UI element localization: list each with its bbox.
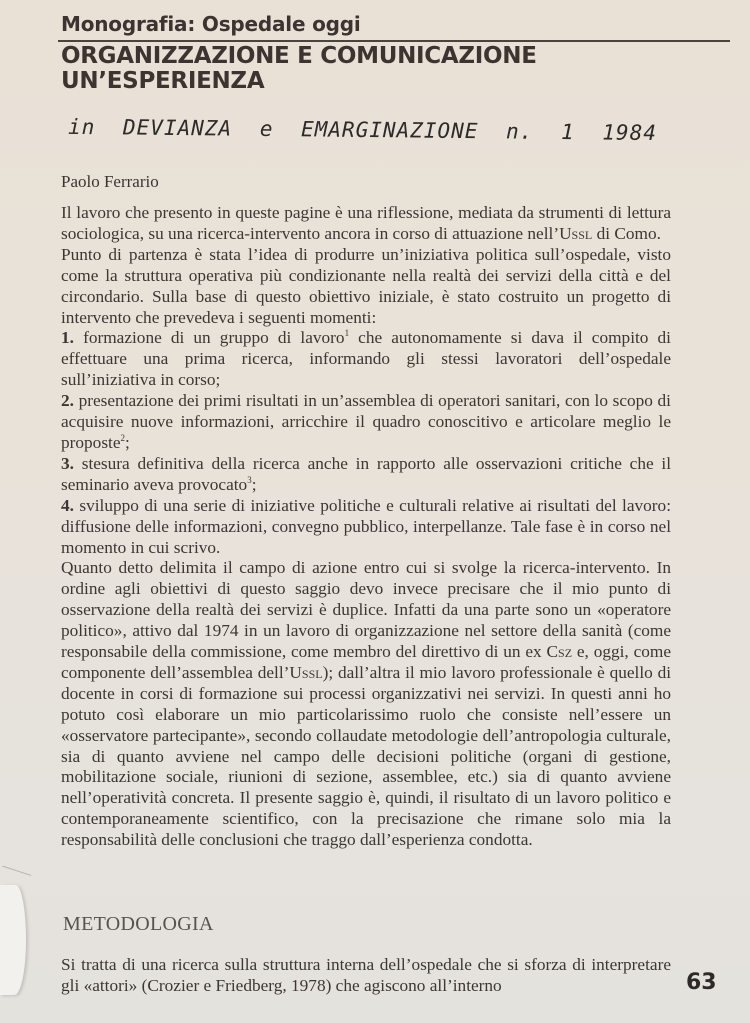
- footnote-ref[interactable]: 3: [247, 475, 252, 486]
- text-span: presentazione dei primi risultati in un’assemblea di operatori sanitari, con lo scopo di acquisire nuove informazioni, arricchire il quadro conoscitivo e articolare meglio le proposte: [61, 391, 671, 452]
- hw-word: n.: [505, 119, 534, 144]
- csz-abbr: Csz: [546, 642, 573, 662]
- intro-paragraph: [61, 203, 671, 245]
- hw-word: 1984: [602, 120, 658, 146]
- text-span: sviluppo di una serie di iniziative politiche e culturali relative ai risultati del lavoro: diffusione delle informazioni, convegno pubblico, interpellanze. Tale fase è in corso nel momento in cui scrivo.: [61, 495, 671, 557]
- hw-word: e: [259, 116, 274, 141]
- section-2-body: [61, 955, 671, 997]
- title-line-2: UN’ESPERIENZA: [61, 68, 265, 94]
- section-label: Monografia: Ospedale oggi: [61, 12, 361, 36]
- list-item: [61, 391, 671, 454]
- hw-word: EMARGINAZIONE: [300, 117, 479, 144]
- list-number: 3.: [61, 453, 74, 473]
- list-number: 4.: [61, 495, 74, 515]
- page-number: 63: [686, 970, 717, 995]
- ussl-abbr: Ussl: [289, 662, 323, 682]
- hw-word: DEVIANZA: [122, 115, 233, 141]
- text-span: formazione di un gruppo di lavoro: [73, 328, 345, 348]
- footnote-ref[interactable]: 2: [120, 433, 126, 444]
- text-span: ); dall’altra il mio lavoro professionale è quello di docente in corsi di formazione sui processi organizzativi nei servizi. In questi anni ho potuto così elaborare un mio particolarissimo ruolo che consiste nell’essere un «osservatore partecipante», secondo collaudate metodologie dell’antropologia culturale, sia di quanto avviene nel campo delle decisioni politiche (organi di gestione, mobilitazione sociale, riunioni di sezione, assemblee, etc.) sia di quanto avviene nell’operatività concreta. Il presente saggio è, quindi, il risultato di un lavoro politico e contemporaneamente scientifico, con la precisazione che rimane solo mia la responsabilità delle conclusioni che traggo dall’esperienza condotta.: [61, 662, 672, 850]
- list-number: 2.: [61, 391, 74, 411]
- list-item: [61, 454, 671, 496]
- paragraph-3: [61, 558, 671, 851]
- section-2-paragraph: Si tratta di una ricerca sulla struttura interna dell’ospedale che si sforza di interpretare gli «attori» (Crozier e Friedberg, 1978) che agiscono all’interno: [61, 955, 671, 995]
- hw-word: in: [67, 114, 96, 140]
- article-title: [61, 44, 537, 94]
- header-rule: [58, 40, 730, 42]
- list-item: [61, 328, 671, 391]
- article-body: [61, 203, 671, 851]
- text-span: ;: [125, 432, 130, 452]
- text-span: ;: [251, 474, 257, 494]
- text-span: che autonomamente si dava il compito di effettuare una prima ricerca, informando gli stessi lavoratori dell’ospedale sull’iniziativa in corso;: [61, 328, 671, 390]
- footnote-ref[interactable]: 1: [344, 328, 350, 339]
- author-name: Paolo Ferrario: [61, 172, 159, 191]
- paragraph-2: Punto di partenza è stata l’idea di produrre un’iniziativa politica sull’ospedale, visto come la struttura operativa più condizionante nella realtà dei servizi della città e del circondario. Sulla base di questo obiettivo iniziale, è stato costruito un progetto di intervento che prevedeva i seguenti momenti:: [61, 244, 671, 327]
- list-item: [61, 496, 671, 559]
- text-span: stesura definitiva della ricerca anche in rapporto alle osservazioni critiche che il seminario aveva provocato: [61, 453, 671, 494]
- torn-paper-edge: [0, 885, 26, 995]
- text-span: di Como.: [592, 223, 661, 243]
- list-number: 1.: [61, 328, 74, 348]
- text-span: Quanto detto delimita il campo di azione entro cui si svolge la ricerca-intervento. In ordine agli obiettivi di questo saggio devo invece precisare che il mio punto di osservazione della realtà dei servizi è duplice. Infatti da una parte sono un «operatore politico», attivo dal 1974 in un lavoro di organizzazione nel settore della sanità (come responsabile della commissione, come membro del direttivo di un ex: [61, 558, 671, 662]
- text-span: e, oggi, come componente dell’assemblea dell’: [61, 642, 671, 682]
- ussl-abbr: Ussl: [559, 223, 593, 243]
- text-span: Il lavoro che presento in queste pagine è una riflessione, mediata da strumenti di lettura sociologica, su una ricerca-intervento ancora in corso di attuazione nell’: [61, 203, 671, 243]
- title-line-1: ORGANIZZAZIONE E COMUNICAZIONE: [61, 43, 537, 69]
- handwritten-annotation: [68, 115, 671, 145]
- hw-word: 1: [560, 120, 575, 145]
- section-heading-metodologia: METODOLOGIA: [63, 913, 214, 935]
